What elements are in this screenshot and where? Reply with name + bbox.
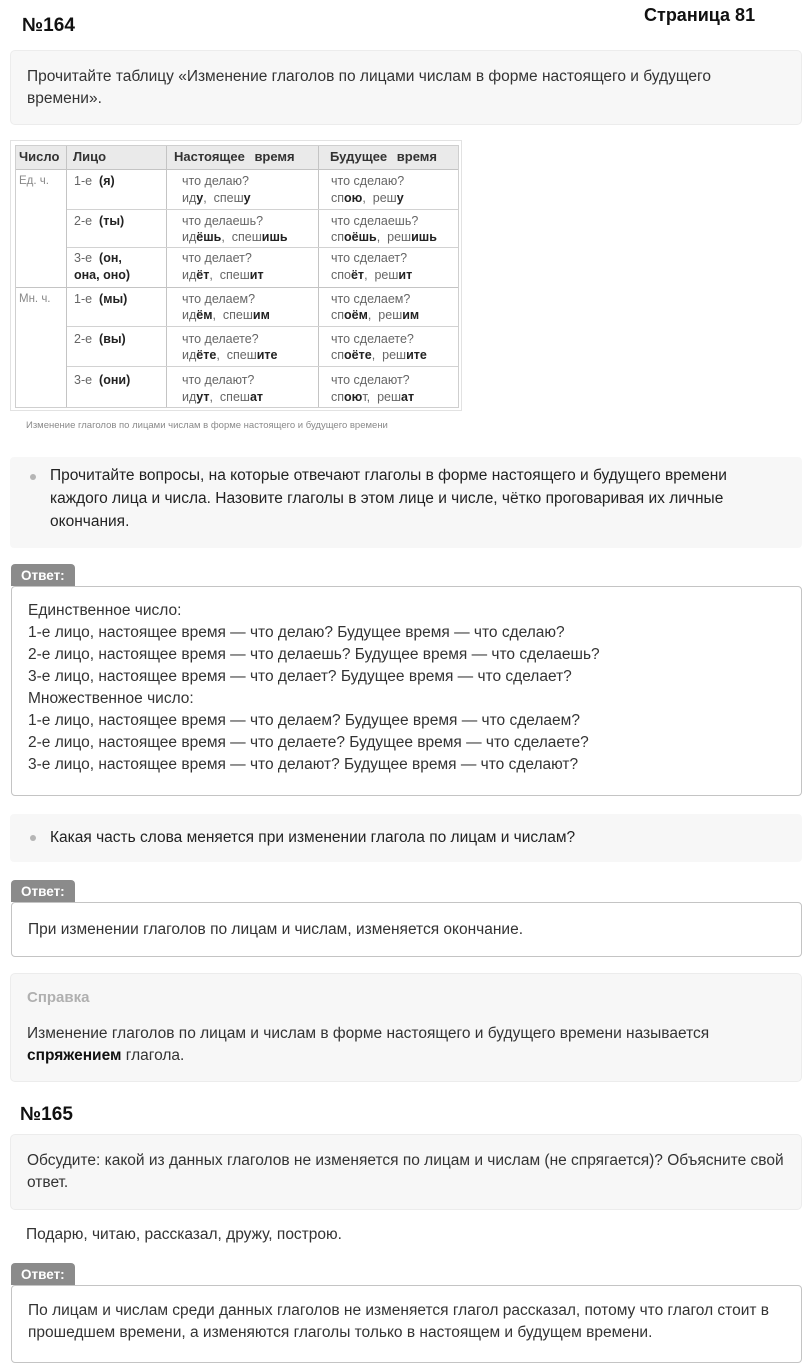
task-intro-text: Обсудите: какой из данных глаголов не изменяется по лицам и числам (не спрягается)? Объясните свой ответ. bbox=[27, 1152, 784, 1191]
present-example: идут, спешат bbox=[182, 390, 264, 404]
header-person: Лицо bbox=[73, 149, 107, 164]
question-2-text: Какая часть слова меняется при изменении глагола по лицам и числам? bbox=[50, 829, 576, 846]
number-plural: Мн. ч. bbox=[19, 293, 51, 305]
reference-term: спряжением bbox=[27, 1047, 122, 1064]
future-example: споём, решим bbox=[331, 308, 420, 322]
answer-line: Единственное число: bbox=[28, 602, 182, 619]
answer-line: 3-е лицо, настоящее время — что делает? Будущее время — что сделает? bbox=[28, 668, 572, 685]
future-example: споёшь, решишь bbox=[331, 230, 437, 244]
answer-1 bbox=[11, 586, 802, 796]
present-question: что делает? bbox=[182, 251, 252, 265]
table-row: 3-е (он, bbox=[74, 251, 122, 265]
future-question: что сделаете? bbox=[331, 332, 414, 346]
table-row: 3-е (они) bbox=[74, 373, 131, 387]
present-question: что делают? bbox=[182, 373, 255, 387]
task-intro-text: Прочитайте таблицу «Изменение глаголов по лицами числам в форме настоящего и будущего времени». bbox=[27, 68, 711, 107]
future-question: что сделает? bbox=[331, 251, 408, 265]
answer-line: 2-е лицо, настоящее время — что делаете? Будущее время — что сделаете? bbox=[28, 734, 589, 751]
bullet-dot-icon bbox=[30, 474, 36, 480]
answer-3 bbox=[11, 1285, 802, 1363]
answer-tab: Ответ: bbox=[11, 1263, 75, 1285]
header-future: Будущее время bbox=[330, 149, 437, 164]
reference-box bbox=[10, 973, 802, 1082]
table-row: 2-е (вы) bbox=[74, 332, 126, 346]
task-number: №165 bbox=[20, 1104, 73, 1125]
conjugation-table bbox=[10, 140, 462, 411]
question-2 bbox=[10, 814, 802, 862]
answer-line: 1-е лицо, настоящее время — что делаю? Будущее время — что сделаю? bbox=[28, 624, 565, 641]
present-question: что делаешь? bbox=[182, 214, 264, 228]
question-1-text: Прочитайте вопросы, на которые отвечают глаголы в форме настоящего и будущего времени каждого лица и числа. Назовите глаголы в этом лице и числе, чётко проговаривая их личные окончания. bbox=[50, 467, 727, 530]
future-example: спою, решу bbox=[331, 191, 404, 205]
future-example: споёте, решите bbox=[331, 348, 427, 362]
task-number: №164 bbox=[22, 15, 75, 36]
present-example: идём, спешим bbox=[182, 308, 270, 322]
answer-line: 3-е лицо, настоящее время — что делают? Будущее время — что сделают? bbox=[28, 756, 579, 773]
table-row: 1-е (я) bbox=[74, 174, 115, 188]
header-present: Настоящее время bbox=[174, 149, 295, 164]
header-number: Число bbox=[19, 149, 60, 164]
future-example: споёт, решит bbox=[331, 268, 413, 282]
answer-line: 1-е лицо, настоящее время — что делаем? Будущее время — что сделаем? bbox=[28, 712, 580, 729]
future-example: споют, решат bbox=[331, 390, 415, 404]
table-row: 2-е (ты) bbox=[74, 214, 125, 228]
table-caption: Изменение глаголов по лицами числам в форме настоящего и будущего времени bbox=[26, 420, 388, 431]
answer-line: Множественное число: bbox=[28, 690, 194, 707]
task-intro bbox=[10, 50, 802, 125]
answer-tab: Ответ: bbox=[11, 564, 75, 586]
answer-2 bbox=[11, 902, 802, 957]
number-singular: Ед. ч. bbox=[19, 175, 49, 187]
reference-title: Справка bbox=[27, 989, 90, 1006]
table-row: 1-е (мы) bbox=[74, 292, 128, 306]
future-question: что сделаем? bbox=[331, 292, 411, 306]
answer-line: 2-е лицо, настоящее время — что делаешь? Будущее время — что сделаешь? bbox=[28, 646, 600, 663]
answer-2-text: При изменении глаголов по лицам и числам, изменяется окончание. bbox=[28, 921, 524, 938]
task-intro bbox=[10, 1134, 802, 1210]
page-label: Страница 81 bbox=[644, 5, 756, 25]
present-question: что делаете? bbox=[182, 332, 259, 346]
present-question: что делаем? bbox=[182, 292, 256, 306]
future-question: что сделают? bbox=[331, 373, 410, 387]
bullet-dot-icon bbox=[30, 835, 36, 841]
word-list: Подарю, читаю, рассказал, дружу, построю. bbox=[26, 1226, 342, 1243]
present-example: иду, спешу bbox=[182, 191, 251, 205]
future-question: что сделаешь? bbox=[331, 214, 419, 228]
pronoun-continued: она, оно) bbox=[74, 268, 131, 282]
present-example: идёте, спешите bbox=[182, 348, 278, 362]
present-question: что делаю? bbox=[182, 174, 249, 188]
reference-text: Изменение глаголов по лицам и числам в форме настоящего и будущего времени называется спряжением глагола. bbox=[27, 1025, 710, 1064]
question-1 bbox=[10, 457, 802, 548]
present-example: идёт, спешит bbox=[182, 268, 264, 282]
answer-3-text: По лицам и числам среди данных глаголов не изменяется глагол рассказал, потому что глагол стоит в прошедшем времени, а изменяются глаголы только в настоящем и будущем времени. bbox=[28, 1302, 770, 1341]
future-question: что сделаю? bbox=[331, 174, 405, 188]
present-example: идёшь, спешишь bbox=[182, 230, 288, 244]
answer-tab: Ответ: bbox=[11, 880, 75, 902]
